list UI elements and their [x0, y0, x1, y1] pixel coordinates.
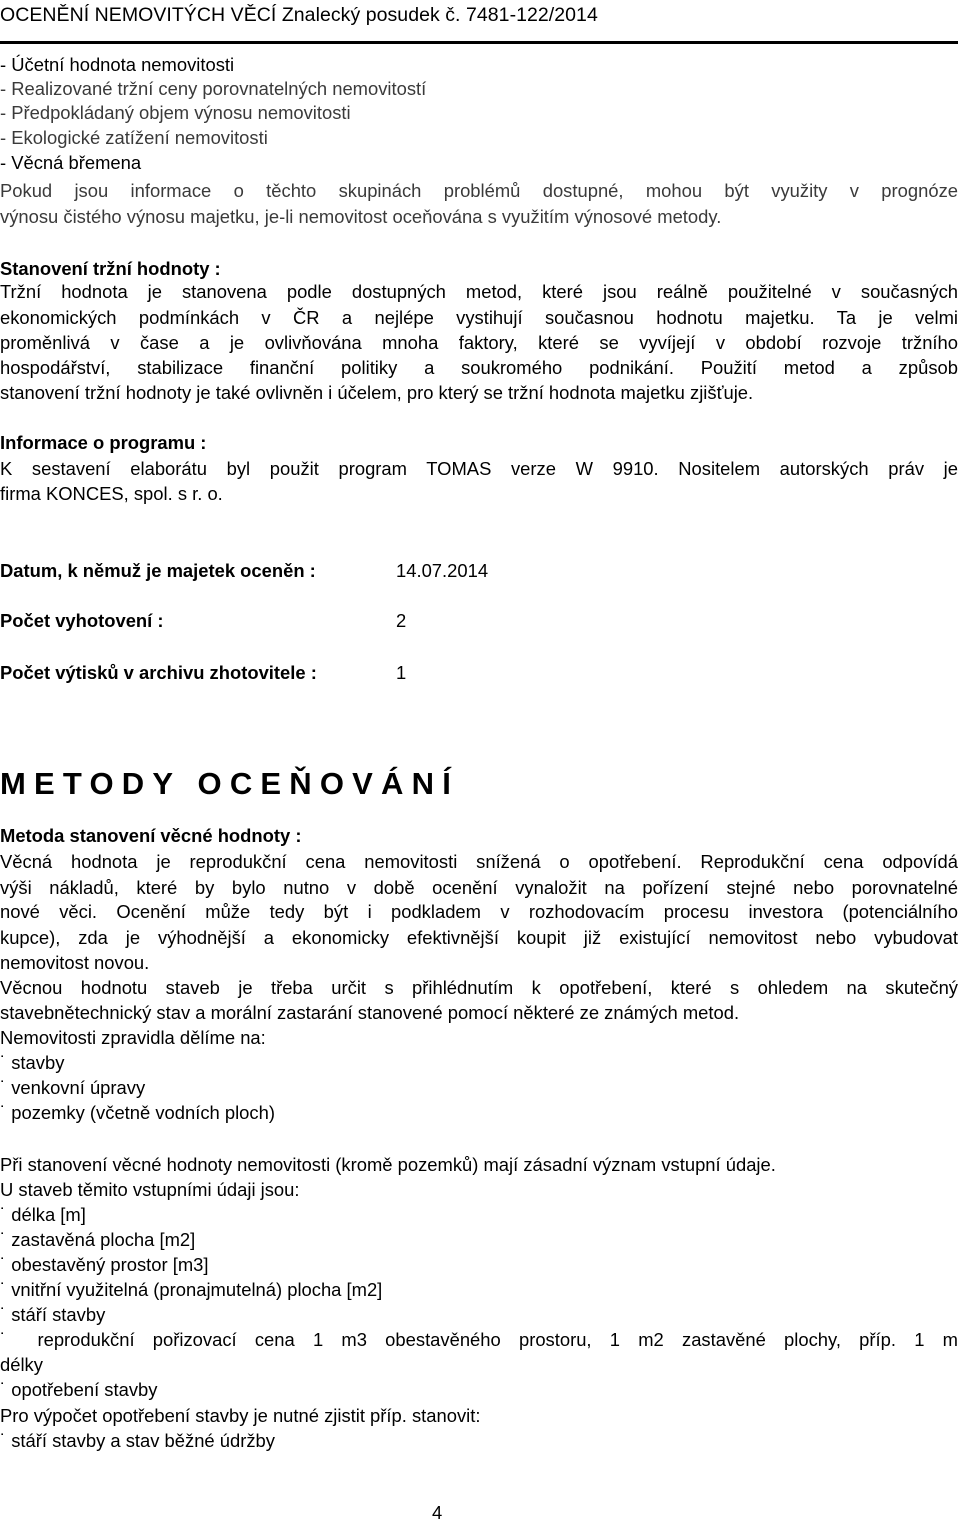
section-title-methods: METODY OCEŇOVÁNÍ — [0, 766, 460, 801]
list-item: ˙ stavby — [0, 1052, 65, 1073]
list-item: ˙ stáří stavby — [0, 1304, 106, 1325]
archive-copies-value: 1 — [396, 662, 407, 683]
list-item: - Věcná břemena — [0, 152, 142, 173]
paragraph-line: U staveb těmito vstupními údaji jsou: — [0, 1179, 300, 1200]
copies-value: 2 — [396, 610, 407, 631]
list-item: - Ekologické zatížení nemovitosti — [0, 127, 268, 148]
list-item: - Realizované tržní ceny porovnatelných nemovitostí — [0, 78, 427, 99]
list-item: ˙ délka [m] — [0, 1204, 86, 1225]
list-item: - Předpokládaný objem výnosu nemovitosti — [0, 102, 351, 123]
paragraph-line: nemovitost novou. — [0, 952, 150, 973]
section-heading-market-value: Stanovení tržní hodnoty : — [0, 258, 221, 279]
header-rule — [0, 41, 958, 44]
valuation-date-value: 14.07.2014 — [396, 560, 489, 581]
paragraph-line: Tržní hodnota je stanovena podle dostupných metod, které jsou reálně použitelné v současných — [0, 281, 958, 302]
archive-copies-label: Počet výtisků v archivu zhotovitele : — [0, 662, 317, 683]
paragraph-line: K sestavení elaborátu byl použit program TOMAS verze W 9910. Nositelem autorských práv je — [0, 458, 958, 479]
paragraph-line: Věcnou hodnotu staveb je třeba určit s přihlédnutím k opotřebení, které s ohledem na skutečný — [0, 977, 958, 998]
paragraph-line: výši nákladů, které by bylo nutno v době ocenění vynaložit na pořízení stejné nebo porovnatelné — [0, 877, 958, 898]
list-item: ˙ vnitřní využitelná (pronajmutelná) plocha [m2] — [0, 1279, 383, 1300]
paragraph-line: proměnlivá v čase a je ovlivňována mnoha faktory, které se vyvíjejí v období rozvoje tržního — [0, 332, 958, 353]
paragraph-line: stanovení tržní hodnoty je také ovlivněn i účelem, pro který se tržní hodnota majetku zjišťuje. — [0, 382, 754, 403]
valuation-date-label: Datum, k němuž je majetek oceněn : — [0, 560, 316, 581]
list-item: ˙ obestavěný prostor [m3] — [0, 1254, 209, 1275]
paragraph-line: výnosu čistého výnosu majetku, je-li nemovitost oceňována s využitím výnosové metody. — [0, 206, 722, 227]
list-item: ˙ venkovní úpravy — [0, 1077, 146, 1098]
list-item: ˙ stáří stavby a stav běžné údržby — [0, 1430, 275, 1451]
paragraph-line: nové věci. Ocenění může tedy být i podkladem v rozhodovacím procesu investora (potenciálního — [0, 901, 958, 922]
paragraph-line: kupce), zda je výhodnější a ekonomicky efektivnější koupit již existující nemovitost nebo vybudovat — [0, 927, 958, 948]
paragraph-line: Nemovitosti zpravidla dělíme na: — [0, 1027, 266, 1048]
list-item: ˙ reprodukční pořizovací cena 1 m3 obestavěného prostoru, 1 m2 zastavěné plochy, příp. 1 m — [0, 1329, 958, 1350]
page-header: OCENĚNÍ NEMOVITÝCH VĚCÍ Znalecký posudek č. 7481-122/2014 — [0, 4, 598, 26]
paragraph-line: stavebnětechnický stav a morální zastarání stanovené pomocí některé ze známých metod. — [0, 1002, 740, 1023]
list-item: ˙ pozemky (včetně vodních ploch) — [0, 1102, 275, 1123]
paragraph-line: firma KONCES, spol. s r. o. — [0, 483, 223, 504]
list-item: - Účetní hodnota nemovitosti — [0, 54, 235, 75]
paragraph-line: hospodářství, stabilizace finanční politiky a soukromého podnikání. Použití metod a způsob — [0, 357, 958, 378]
paragraph-line: Pokud jsou informace o těchto skupinách problémů dostupné, mohou být využity v prognóze — [0, 180, 958, 201]
paragraph-line: Pro výpočet opotřebení stavby je nutné zjistit příp. stanovit: — [0, 1405, 481, 1426]
paragraph-line: ekonomických podmínkách v ČR a nejlépe vystihují současnou hodnotu majetku. Ta je velmi — [0, 307, 958, 328]
section-heading-cost-method: Metoda stanovení věcné hodnoty : — [0, 825, 302, 846]
copies-label: Počet vyhotovení : — [0, 610, 164, 631]
section-heading-program: Informace o programu : — [0, 432, 207, 453]
list-item: ˙ zastavěná plocha [m2] — [0, 1229, 196, 1250]
page-number: 4 — [432, 1502, 443, 1523]
list-item-continuation: délky — [0, 1354, 43, 1375]
paragraph-line: Při stanovení věcné hodnoty nemovitosti (kromě pozemků) mají zásadní význam vstupní údaje. — [0, 1154, 776, 1175]
paragraph-line: Věcná hodnota je reprodukční cena nemovitosti snížená o opotřebení. Reprodukční cena odpovídá — [0, 851, 958, 872]
list-item: ˙ opotřebení stavby — [0, 1379, 158, 1400]
